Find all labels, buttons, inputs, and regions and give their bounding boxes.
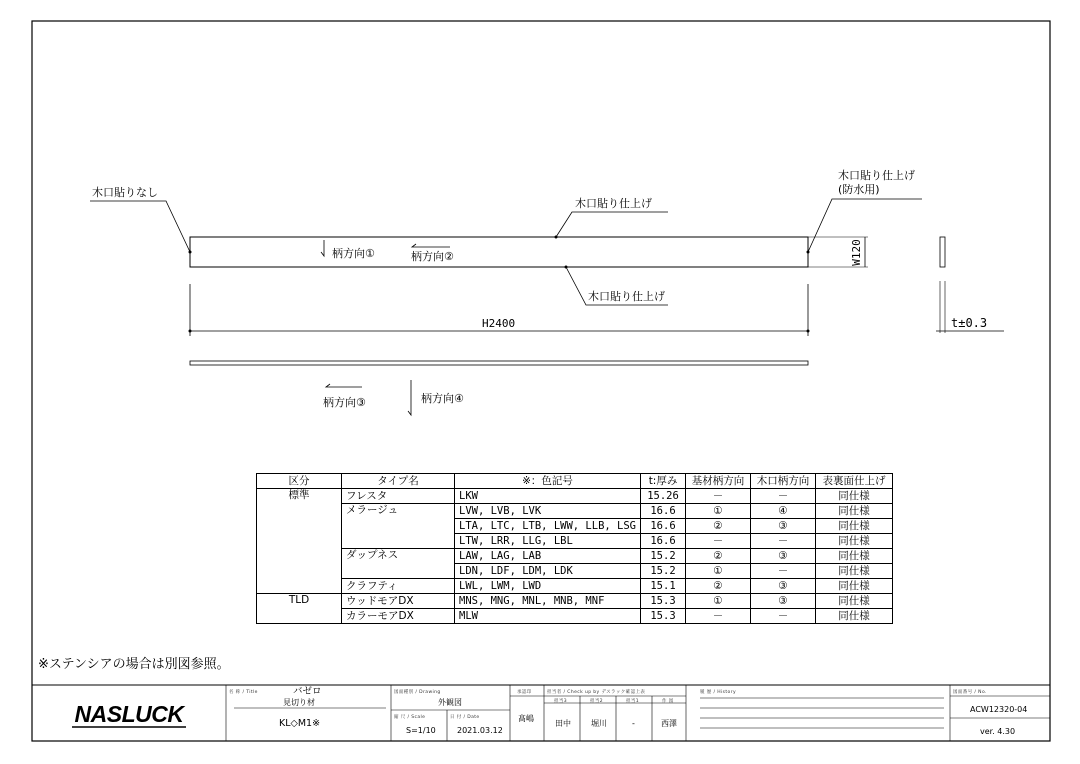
side-view-panel (940, 237, 945, 267)
spec-table-row (257, 504, 893, 519)
base-grain-cell: ① (686, 504, 751, 519)
grain-3-label: 柄方向③ (323, 396, 366, 409)
leader-no-edge (90, 201, 190, 252)
check-name-1: 田中 (555, 719, 571, 728)
leader-edge-top (556, 212, 668, 237)
color-codes-cell: MNS, MNG, MNL, MNB, MNF (455, 594, 641, 609)
thickness-cell: 15.3 (641, 609, 686, 624)
front-view-panel (190, 237, 808, 267)
base-grain-cell: ① (686, 594, 751, 609)
spec-table-row (257, 594, 893, 609)
nasluck-logo: NASLUCK (74, 701, 184, 727)
header-edge-grain: 木口柄方向 (751, 474, 816, 489)
base-grain-cell: ① (686, 564, 751, 579)
title-main: バゼロ (293, 686, 322, 697)
grain-2-arrow (412, 244, 450, 247)
check-name-3: - (632, 719, 635, 728)
note-stencia: ※ステンシアの場合は別図参照。 (38, 657, 230, 672)
header-finish: 表裏面仕上げ (816, 474, 893, 489)
grain-2-label: 柄方向② (411, 250, 454, 263)
color-codes-cell: LTW, LRR, LLG, LBL (455, 534, 641, 549)
thickness-dimension-label: t±0.3 (951, 316, 988, 330)
grain-4-label: 柄方向④ (421, 392, 464, 405)
grain-4-arrow (408, 380, 411, 415)
finish-cell: 同仕様 (816, 504, 893, 519)
color-codes-cell: LAW, LAG, LAB (455, 549, 641, 564)
sheet-border (32, 21, 1050, 741)
thickness-cell: 15.26 (641, 489, 686, 504)
header-category: 区分 (257, 474, 342, 489)
thickness-cell: 15.2 (641, 549, 686, 564)
thickness-cell: 15.1 (641, 579, 686, 594)
date-caption: 日 付 / Date (450, 715, 480, 720)
approver-name: 髙嶋 (518, 714, 534, 723)
color-codes-cell: LKW (455, 489, 641, 504)
edge-grain-cell: － (751, 534, 816, 549)
edge-grain-cell: ③ (751, 579, 816, 594)
thickness-cell: 16.6 (641, 519, 686, 534)
type-cell: カラーモアDX (342, 609, 455, 624)
base-grain-cell: ② (686, 519, 751, 534)
grain-1-label: 柄方向① (332, 247, 375, 260)
check-name-2: 堀川 (591, 719, 607, 728)
finish-cell: 同仕様 (816, 594, 893, 609)
finish-cell: 同仕様 (816, 519, 893, 534)
label-edge-right-2: (防水用) (838, 183, 880, 196)
label-edge-right-1: 木口貼り仕上げ (838, 169, 915, 182)
label-edge-bottom: 木口貼り仕上げ (588, 290, 665, 303)
check-sub-1: 担当3 (554, 699, 568, 704)
edge-grain-cell: ③ (751, 594, 816, 609)
spec-header-row (257, 474, 893, 489)
height-dim-dot-left (189, 330, 192, 333)
drawing-number: ACW12320-04 (970, 705, 1028, 714)
thickness-cell: 15.2 (641, 564, 686, 579)
number-caption: 図面番号 / No. (953, 690, 987, 695)
spec-table-row (257, 489, 893, 504)
version: ver. 4.30 (980, 727, 1016, 736)
date-value: 2021.03.12 (457, 726, 503, 735)
thickness-cell: 16.6 (641, 504, 686, 519)
base-grain-cell: ② (686, 549, 751, 564)
finish-cell: 同仕様 (816, 564, 893, 579)
edge-grain-cell: ④ (751, 504, 816, 519)
edge-grain-cell: － (751, 609, 816, 624)
edge-view-panel (190, 361, 808, 365)
check-sub-4: 作 図 (662, 699, 674, 704)
check-sub-3: 担当1 (626, 699, 640, 704)
type-cell: メラージュ (342, 504, 455, 549)
edge-grain-cell: ③ (751, 549, 816, 564)
width-dimension-label: W120 (849, 239, 863, 266)
spec-table-row (257, 579, 893, 594)
color-codes-cell: LVW, LVB, LVK (455, 504, 641, 519)
scale-value: S=1/10 (406, 726, 436, 735)
grain-1-arrow (321, 240, 324, 256)
grain-3-arrow (326, 384, 362, 387)
label-edge-top: 木口貼り仕上げ (575, 197, 652, 210)
check-sub-2: 担当2 (590, 699, 604, 704)
header-type: タイプ名 (342, 474, 455, 489)
edge-grain-cell: ③ (751, 519, 816, 534)
spec-table (256, 473, 893, 624)
model-code: KL◇M1※ (279, 718, 321, 729)
type-cell: フレスタ (342, 489, 455, 504)
check-name-4: 西澤 (661, 719, 677, 728)
height-dim-dot-right (807, 330, 810, 333)
finish-cell: 同仕様 (816, 609, 893, 624)
drawing-type-caption: 図面種別 / Drawing (394, 690, 441, 695)
finish-cell: 同仕様 (816, 579, 893, 594)
thickness-cell: 16.6 (641, 534, 686, 549)
title-sub: 見切り材 (283, 698, 315, 707)
category-cell: TLD (257, 594, 342, 624)
header-color-codes: ※：色記号 (455, 474, 641, 489)
label-no-edge: 木口貼りなし (92, 186, 158, 199)
color-codes-cell: LDN, LDF, LDM, LDK (455, 564, 641, 579)
header-thickness: t:厚み (641, 474, 686, 489)
base-grain-cell: － (686, 609, 751, 624)
check-caption: 担当者 / Check up by デスラック確認上表 (547, 690, 646, 695)
color-codes-cell: LWL, LWM, LWD (455, 579, 641, 594)
base-grain-cell: ② (686, 579, 751, 594)
history-caption: 履 歴 / History (700, 690, 737, 695)
color-codes-cell: MLW (455, 609, 641, 624)
edge-grain-cell: － (751, 489, 816, 504)
scale-caption: 縮 尺 / Scale (394, 715, 426, 720)
drawing-type: 外観図 (438, 698, 462, 707)
title-caption: 名 称 / Title (229, 690, 258, 695)
finish-cell: 同仕様 (816, 489, 893, 504)
category-cell: 標準 (257, 489, 342, 594)
type-cell: ダップネス (342, 549, 455, 579)
height-dimension-label: H2400 (482, 317, 516, 330)
type-cell: クラフティ (342, 579, 455, 594)
type-cell: ウッドモアDX (342, 594, 455, 609)
thickness-cell: 15.3 (641, 594, 686, 609)
approver-caption: 承認印 (517, 690, 532, 695)
spec-table-row (257, 609, 893, 624)
edge-grain-cell: － (751, 564, 816, 579)
title-block-frame (32, 685, 1050, 741)
base-grain-cell: － (686, 534, 751, 549)
finish-cell: 同仕様 (816, 534, 893, 549)
spec-table-row (257, 549, 893, 564)
base-grain-cell: － (686, 489, 751, 504)
color-codes-cell: LTA, LTC, LTB, LWW, LLB, LSG (455, 519, 641, 534)
header-base-grain: 基材柄方向 (686, 474, 751, 489)
finish-cell: 同仕様 (816, 549, 893, 564)
